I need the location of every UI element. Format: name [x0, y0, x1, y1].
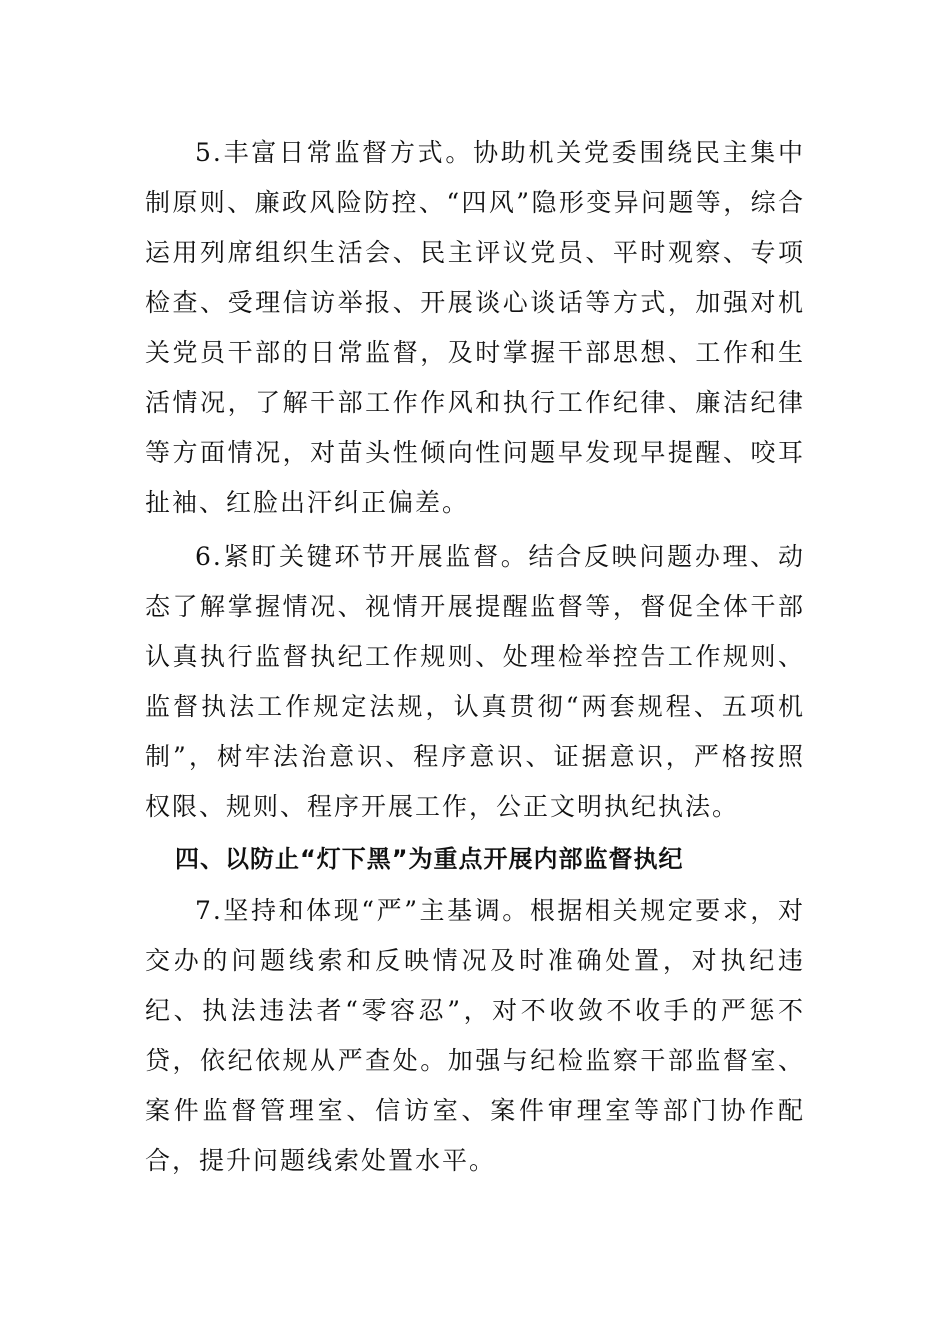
section-heading: 四、以防止“灯下黑”为重点开展内部监督执纪 [175, 845, 684, 873]
paragraph-5: 5.丰富日常监督方式。协助机关党委围绕民主集中制原则、廉政风险防控、“四风”隐形变异问题等，综合运用列席组织生活会、民主评议党员、平时观察、专项检查、受理信访举报、开展谈心谈话等方式，加强对机关党员干部的日常监督，及时掌握干部思想、工作和生活情况，了解干部工作作风和执行工作纪律、廉洁纪律等方面情况，对苗头性倾向性问题早发现早提醒、咬耳扯袖、红脸出汗纠正偏差。 [145, 138, 805, 517]
paragraph-7: 7.坚持和体现“严”主基调。根据相关规定要求，对交办的问题线索和反映情况及时准确处置，对执纪违纪、执法违法者“零容忍”，对不收敛不收手的严惩不贷，依纪依规从严查处。加强与纪检监察干部监督室、案件监督管理室、信访室、案件审理室等部门协作配合，提升问题线索处置水平。 [145, 896, 805, 1175]
document-body [145, 128, 805, 1186]
paragraph-6: 6.紧盯关键环节开展监督。结合反映问题办理、动态了解掌握情况、视情开展提醒监督等，督促全体干部认真执行监督执纪工作规则、处理检举控告工作规则、监督执法工作规定法规，认真贯彻“两套规程、五项机制”，树牢法治意识、程序意识、证据意识，严格按照权限、规则、程序开展工作，公正文明执纪执法。 [145, 542, 805, 821]
